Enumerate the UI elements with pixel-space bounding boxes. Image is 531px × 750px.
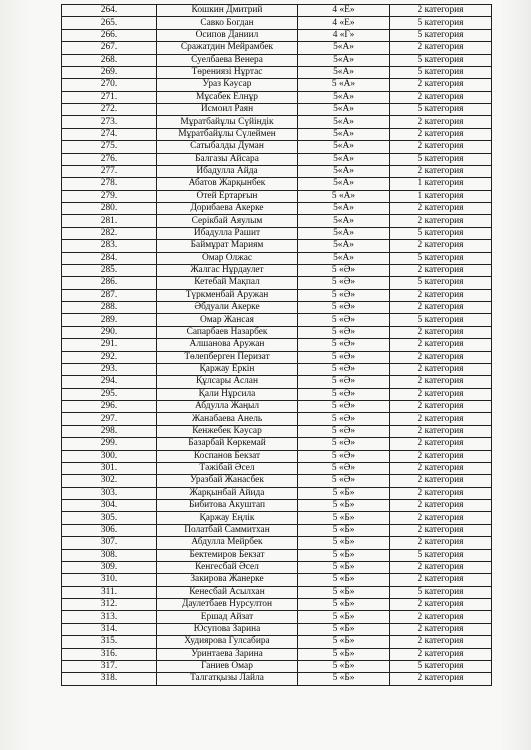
table-row [62, 401, 492, 413]
table-row [62, 91, 492, 103]
category: 2 категория [390, 91, 492, 103]
category: 2 категория [390, 326, 492, 338]
category: 2 категория [390, 388, 492, 400]
class-name: 5 «Ә» [298, 388, 390, 400]
row-number: 316. [62, 648, 157, 660]
table-row [62, 104, 492, 116]
row-number: 299. [62, 438, 157, 450]
row-number: 297. [62, 413, 157, 425]
student-name: Омар Жансая [157, 314, 298, 326]
row-number: 278. [62, 178, 157, 190]
row-number: 276. [62, 153, 157, 165]
student-name: Суелбаева Венера [157, 54, 298, 66]
student-name: Тәжібай Әсел [157, 462, 298, 474]
row-number: 292. [62, 351, 157, 363]
class-name: 5 «Ә» [298, 462, 390, 474]
category: 2 категория [390, 475, 492, 487]
category: 5 категория [390, 66, 492, 78]
category: 2 категория [390, 339, 492, 351]
category: 2 категория [390, 5, 492, 17]
row-number: 318. [62, 673, 157, 685]
class-name: 4 «Г» [298, 29, 390, 41]
table-row [62, 252, 492, 264]
student-name: Мұратбайұлы Сүлеймен [157, 128, 298, 140]
class-name: 5«А» [298, 240, 390, 252]
student-name: Ганиев Омар [157, 660, 298, 672]
category: 2 категория [390, 438, 492, 450]
class-name: 5«А» [298, 116, 390, 128]
row-number: 289. [62, 314, 157, 326]
table-row [62, 561, 492, 573]
category: 2 категория [390, 574, 492, 586]
table-row [62, 227, 492, 239]
student-name: Баймұрат Мариям [157, 240, 298, 252]
row-number: 277. [62, 165, 157, 177]
table-row [62, 537, 492, 549]
category: 5 категория [390, 660, 492, 672]
class-name: 5«А» [298, 66, 390, 78]
student-name: Юсупова Зарина [157, 623, 298, 635]
class-name: 5 «Б» [298, 549, 390, 561]
row-number: 309. [62, 561, 157, 573]
student-name: Қаржау Еркін [157, 363, 298, 375]
student-name: Кошкин Дмитрий [157, 5, 298, 17]
class-name: 5 «Б» [298, 500, 390, 512]
student-name: Савко Богдан [157, 17, 298, 29]
class-name: 5«А» [298, 178, 390, 190]
category: 2 категория [390, 141, 492, 153]
table-row [62, 351, 492, 363]
table-row [62, 141, 492, 153]
student-name: Исмоил Раян [157, 104, 298, 116]
category: 2 категория [390, 264, 492, 276]
category: 2 категория [390, 500, 492, 512]
category: 2 категория [390, 165, 492, 177]
row-number: 264. [62, 5, 157, 17]
category: 2 категория [390, 363, 492, 375]
category: 2 категория [390, 636, 492, 648]
category: 5 категория [390, 252, 492, 264]
category: 5 категория [390, 314, 492, 326]
row-number: 272. [62, 104, 157, 116]
table-row [62, 363, 492, 375]
category: 2 категория [390, 512, 492, 524]
category: 2 категория [390, 79, 492, 91]
class-name: 5 «Ә» [298, 277, 390, 289]
student-name: Осипов Даниил [157, 29, 298, 41]
class-name: 5 «Ә» [298, 438, 390, 450]
class-name: 5 «Ә» [298, 339, 390, 351]
table-row [62, 178, 492, 190]
table-row [62, 42, 492, 54]
table-row [62, 326, 492, 338]
row-number: 273. [62, 116, 157, 128]
student-name: Қаржау Еңлік [157, 512, 298, 524]
student-name: Ершад Айзат [157, 611, 298, 623]
class-name: 5 «Ә» [298, 401, 390, 413]
student-name: Кенжебек Кәусар [157, 425, 298, 437]
row-number: 300. [62, 450, 157, 462]
class-name: 5 «Б» [298, 512, 390, 524]
class-name: 5 «Б» [298, 561, 390, 573]
class-name: 5 «Б» [298, 586, 390, 598]
class-name: 5 «Б» [298, 623, 390, 635]
category: 2 категория [390, 425, 492, 437]
category: 5 категория [390, 586, 492, 598]
row-number: 305. [62, 512, 157, 524]
table-row [62, 29, 492, 41]
table-row [62, 190, 492, 202]
student-name: Уразбай Жанасбек [157, 475, 298, 487]
table-row [62, 17, 492, 29]
student-name: Коспанов Бекзат [157, 450, 298, 462]
class-name: 5 «Ә» [298, 289, 390, 301]
class-name: 5 «Ә» [298, 326, 390, 338]
category: 2 категория [390, 462, 492, 474]
category: 2 категория [390, 128, 492, 140]
student-name: Абдулла Жаңыл [157, 401, 298, 413]
row-number: 302. [62, 475, 157, 487]
category: 5 категория [390, 153, 492, 165]
class-name: 5 «Ә» [298, 425, 390, 437]
class-name: 5 «Б» [298, 487, 390, 499]
table-row [62, 289, 492, 301]
row-number: 279. [62, 190, 157, 202]
row-number: 308. [62, 549, 157, 561]
row-number: 298. [62, 425, 157, 437]
row-number: 290. [62, 326, 157, 338]
row-number: 291. [62, 339, 157, 351]
class-name: 5«А» [298, 215, 390, 227]
class-name: 5 «Б» [298, 660, 390, 672]
row-number: 310. [62, 574, 157, 586]
category: 2 категория [390, 561, 492, 573]
student-name: Отей Ертарғын [157, 190, 298, 202]
row-number: 288. [62, 302, 157, 314]
category: 5 категория [390, 54, 492, 66]
row-number: 286. [62, 277, 157, 289]
class-name: 5«А» [298, 165, 390, 177]
table-row [62, 549, 492, 561]
class-name: 5 «Б» [298, 636, 390, 648]
category: 2 категория [390, 240, 492, 252]
class-name: 5«А» [298, 227, 390, 239]
class-name: 5 «Б» [298, 611, 390, 623]
row-number: 311. [62, 586, 157, 598]
student-name: Төлепберген Перизат [157, 351, 298, 363]
class-name: 5 «Б» [298, 537, 390, 549]
student-name: Уринтаева Зарина [157, 648, 298, 660]
student-name: Полатбай Саммитхан [157, 524, 298, 536]
table-row [62, 215, 492, 227]
table-row [62, 339, 492, 351]
category: 2 категория [390, 116, 492, 128]
row-number: 296. [62, 401, 157, 413]
class-name: 5 «Б» [298, 524, 390, 536]
row-number: 266. [62, 29, 157, 41]
student-name: Түркменбай Аружан [157, 289, 298, 301]
class-name: 5«А» [298, 252, 390, 264]
student-name: Серікбай Аяулым [157, 215, 298, 227]
row-number: 282. [62, 227, 157, 239]
student-name: Бектемиров Бекзат [157, 549, 298, 561]
class-name: 5 «Б» [298, 648, 390, 660]
category: 1 категория [390, 190, 492, 202]
row-number: 285. [62, 264, 157, 276]
table-row [62, 277, 492, 289]
row-number: 265. [62, 17, 157, 29]
student-name: Абдулла Мейрбек [157, 537, 298, 549]
class-name: 5«А» [298, 128, 390, 140]
table-row [62, 648, 492, 660]
student-name: Жарқынбай Айида [157, 487, 298, 499]
student-name: Талгатқызы Лайла [157, 673, 298, 685]
student-name: Омар Олжас [157, 252, 298, 264]
table-row [62, 153, 492, 165]
student-name: Закирова Жанерке [157, 574, 298, 586]
table-row [62, 66, 492, 78]
class-name: 5«А» [298, 104, 390, 116]
row-number: 304. [62, 500, 157, 512]
category: 1 категория [390, 178, 492, 190]
table-row [62, 524, 492, 536]
table-row [62, 128, 492, 140]
class-name: 5 «Ә» [298, 363, 390, 375]
category: 2 категория [390, 524, 492, 536]
table-row [62, 425, 492, 437]
class-name: 5 «Ә» [298, 450, 390, 462]
class-name: 5«А» [298, 203, 390, 215]
student-name: Сражатдин Мейрамбек [157, 42, 298, 54]
table-row [62, 413, 492, 425]
student-name: Бибитова Акуштап [157, 500, 298, 512]
student-name: Мұратбайұлы Сүйіндік [157, 116, 298, 128]
class-name: 5 «Ә» [298, 413, 390, 425]
row-number: 293. [62, 363, 157, 375]
row-number: 317. [62, 660, 157, 672]
class-name: 5«А» [298, 153, 390, 165]
class-name: 5«А» [298, 91, 390, 103]
category: 5 категория [390, 29, 492, 41]
student-name: Дорибаева Акерке [157, 203, 298, 215]
student-name: Әбдуали Акерке [157, 302, 298, 314]
table-body [62, 5, 492, 686]
row-number: 303. [62, 487, 157, 499]
table-row [62, 302, 492, 314]
class-name: 5«А» [298, 42, 390, 54]
row-number: 315. [62, 636, 157, 648]
student-name: Балгазы Айсара [157, 153, 298, 165]
category: 2 категория [390, 648, 492, 660]
table-row [62, 376, 492, 388]
table-row [62, 450, 492, 462]
class-name: 5 «Ә» [298, 351, 390, 363]
category: 5 категория [390, 549, 492, 561]
student-name: Ибадулла Айда [157, 165, 298, 177]
table-row [62, 586, 492, 598]
student-name: Жанабаева Анель [157, 413, 298, 425]
table-row [62, 660, 492, 672]
category: 5 категория [390, 17, 492, 29]
student-name: Алшанова Аружан [157, 339, 298, 351]
category: 5 категория [390, 227, 492, 239]
class-name: 5«А» [298, 54, 390, 66]
class-name: 5 «А» [298, 190, 390, 202]
row-number: 307. [62, 537, 157, 549]
category: 2 категория [390, 673, 492, 685]
category: 2 категория [390, 537, 492, 549]
table-row [62, 54, 492, 66]
class-name: 5 «Б» [298, 574, 390, 586]
row-number: 313. [62, 611, 157, 623]
student-name: Қали Нұрсила [157, 388, 298, 400]
student-name: Абатов Жарқынбек [157, 178, 298, 190]
student-name: Кенесбай Асылхан [157, 586, 298, 598]
table-row [62, 475, 492, 487]
class-name: 5 «Ә» [298, 475, 390, 487]
table-row [62, 5, 492, 17]
row-number: 295. [62, 388, 157, 400]
table-row [62, 116, 492, 128]
category: 2 категория [390, 611, 492, 623]
table-row [62, 636, 492, 648]
student-name: Худиярова Гулсабира [157, 636, 298, 648]
class-name: 5 «Ә» [298, 264, 390, 276]
category: 2 категория [390, 302, 492, 314]
row-number: 280. [62, 203, 157, 215]
student-name: Төрениязі Нұртас [157, 66, 298, 78]
category: 2 категория [390, 376, 492, 388]
table-row [62, 623, 492, 635]
student-name: Мұсабек Елнұр [157, 91, 298, 103]
table-row [62, 611, 492, 623]
table-row [62, 673, 492, 685]
class-name: 5 «Ә» [298, 302, 390, 314]
row-number: 294. [62, 376, 157, 388]
student-name: Құлсары Аслан [157, 376, 298, 388]
category: 2 категория [390, 413, 492, 425]
row-number: 301. [62, 462, 157, 474]
table-row [62, 240, 492, 252]
student-name: Базарбай Көркемай [157, 438, 298, 450]
category: 2 категория [390, 623, 492, 635]
category: 2 категория [390, 401, 492, 413]
table-row [62, 574, 492, 586]
row-number: 312. [62, 599, 157, 611]
table-row [62, 462, 492, 474]
category: 2 категория [390, 487, 492, 499]
category: 5 категория [390, 277, 492, 289]
row-number: 306. [62, 524, 157, 536]
class-name: 5 «Б» [298, 673, 390, 685]
row-number: 283. [62, 240, 157, 252]
row-number: 268. [62, 54, 157, 66]
student-name: Ураз Кәусар [157, 79, 298, 91]
row-number: 281. [62, 215, 157, 227]
category: 2 категория [390, 203, 492, 215]
class-name: 5«А» [298, 141, 390, 153]
table-row [62, 487, 492, 499]
row-number: 267. [62, 42, 157, 54]
table-row [62, 314, 492, 326]
table-row [62, 203, 492, 215]
table-row [62, 599, 492, 611]
category: 2 категория [390, 215, 492, 227]
category: 2 категория [390, 289, 492, 301]
category: 2 категория [390, 42, 492, 54]
class-name: 5 «А» [298, 79, 390, 91]
class-name: 5 «Ә» [298, 376, 390, 388]
row-number: 284. [62, 252, 157, 264]
row-number: 269. [62, 66, 157, 78]
student-name: Жалгас Нұрдаулет [157, 264, 298, 276]
row-number: 270. [62, 79, 157, 91]
class-name: 4 «Е» [298, 17, 390, 29]
row-number: 275. [62, 141, 157, 153]
student-name: Ибадулла Рашит [157, 227, 298, 239]
row-number: 271. [62, 91, 157, 103]
category: 2 категория [390, 450, 492, 462]
category: 2 категория [390, 599, 492, 611]
table-row [62, 79, 492, 91]
student-name: Сатыбалды Думан [157, 141, 298, 153]
student-name: Кетебай Мақпал [157, 277, 298, 289]
table-row [62, 500, 492, 512]
class-name: 4 «Е» [298, 5, 390, 17]
table-row [62, 388, 492, 400]
class-name: 5 «Ә» [298, 314, 390, 326]
table-row [62, 165, 492, 177]
table-row [62, 264, 492, 276]
student-name: Даулетбаев Нурсултон [157, 599, 298, 611]
row-number: 287. [62, 289, 157, 301]
row-number: 274. [62, 128, 157, 140]
table-row [62, 512, 492, 524]
student-name: Кенгесбай Әсел [157, 561, 298, 573]
student-list-table [61, 4, 492, 686]
category: 2 категория [390, 351, 492, 363]
category: 5 категория [390, 104, 492, 116]
student-name: Сапарбаев Назарбек [157, 326, 298, 338]
row-number: 314. [62, 623, 157, 635]
class-name: 5 «Б» [298, 599, 390, 611]
table-row [62, 438, 492, 450]
